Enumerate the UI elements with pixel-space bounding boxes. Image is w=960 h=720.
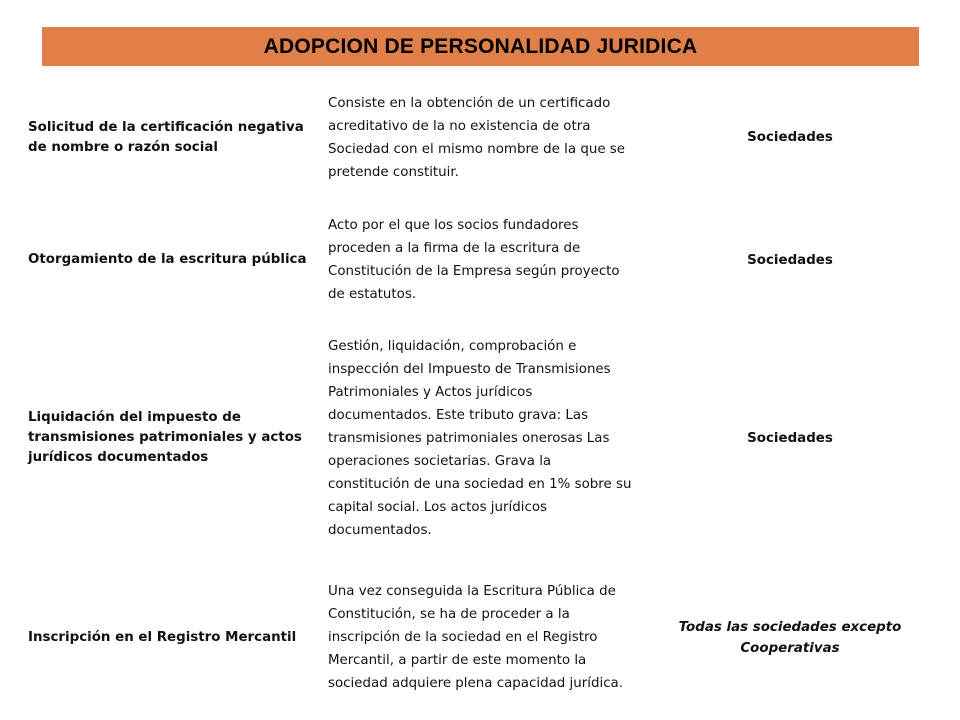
table-row — [0, 212, 960, 308]
page-title: ADOPCION DE PERSONALIDAD JURIDICA — [263, 34, 698, 58]
step-applies-to: Todas las sociedades excepto Cooperativas — [678, 619, 902, 656]
step-name: Otorgamiento de la escritura pública — [28, 252, 307, 267]
step-description: Una vez conseguida la Escritura Pública de Constitución, se ha de proceder a la inscripción de la sociedad en el Registro Mercantil, a partir de este momento la sociedad adquiere plena capacidad jurídica. — [328, 584, 624, 691]
step-applies-to: Sociedades — [747, 430, 833, 446]
step-description: Gestión, liquidación, comprobación e inspección del Impuesto de Transmisiones Patrimoniales y Actos jurídicos documentados. Este tributo grava: Las transmisiones patrimoniales onerosas Las operaciones societarias. Grava la constitución de una sociedad en 1% sobre su capital social. Los actos jurídicos documentados. — [328, 338, 632, 538]
step-name: Liquidación del impuesto de transmisiones patrimoniales y actos jurídicos documentados — [28, 410, 302, 465]
step-name: Solicitud de la certificación negativa de nombre o razón social — [28, 119, 304, 155]
table-row — [0, 565, 960, 710]
step-description: Acto por el que los socios fundadores proceden a la firma de la escritura de Constitución de la Empresa según proyecto de estatutos. — [328, 218, 620, 302]
step-applies-to: Sociedades — [747, 130, 833, 145]
title-banner — [42, 27, 919, 66]
step-name: Inscripción en el Registro Mercantil — [28, 629, 297, 645]
table-row — [0, 333, 960, 543]
step-applies-to: Sociedades — [747, 252, 833, 268]
step-description: Consiste en la obtención de un certificado acreditativo de la no existencia de otra Sociedad con el mismo nombre de la que se pretende constituir. — [328, 95, 626, 180]
table-row — [0, 79, 960, 196]
